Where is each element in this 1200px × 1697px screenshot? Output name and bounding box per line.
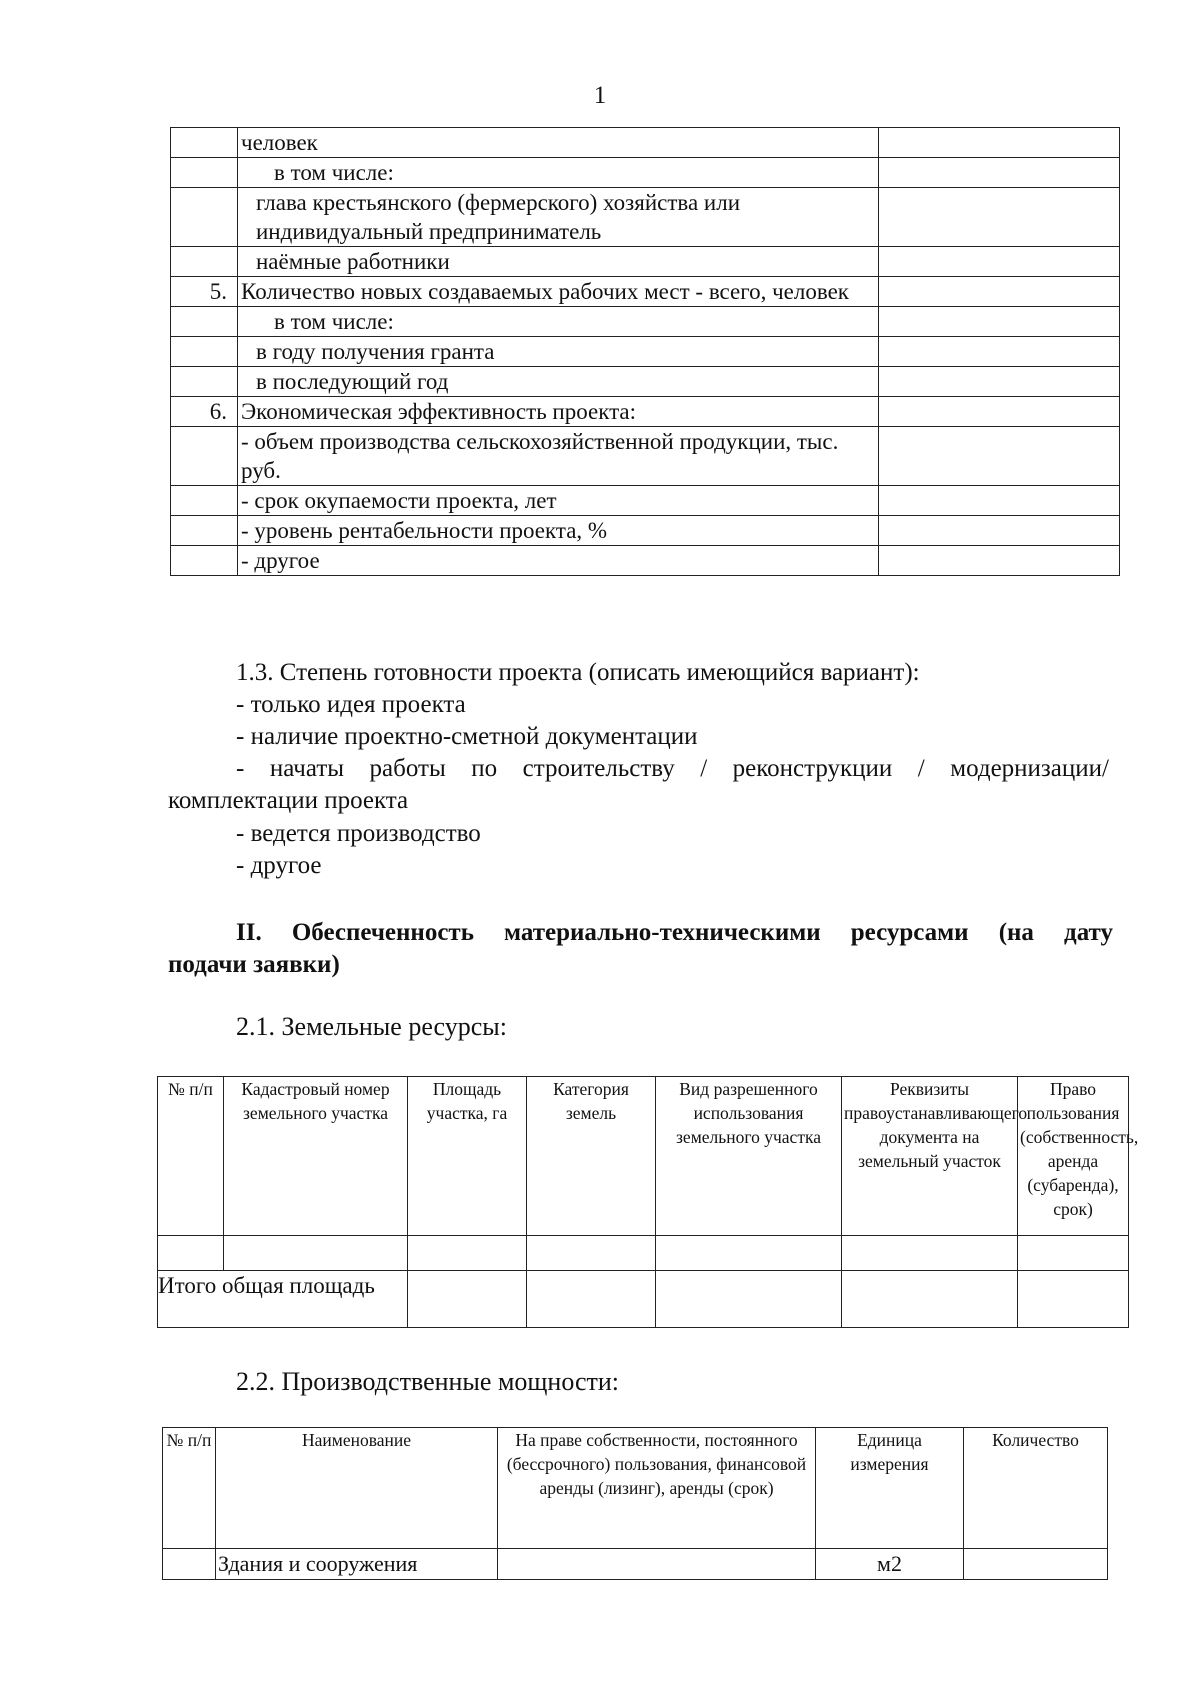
column-header: Наименование	[216, 1428, 498, 1549]
table-row	[171, 516, 1120, 546]
row-value-cell[interactable]	[879, 188, 1120, 247]
empty-cell[interactable]	[224, 1236, 408, 1271]
land-resources-table	[157, 1076, 1139, 1328]
empty-cell[interactable]	[656, 1271, 842, 1328]
row-text: глава крестьянского (фермерского) хозяйства или индивидуальный предприниматель	[238, 188, 879, 247]
table-row	[171, 247, 1120, 277]
page-number: 1	[593, 82, 607, 109]
table-row	[171, 337, 1120, 367]
column-header: На праве собственности, постоянного (бессрочного) пользования, финансовой аренды (лизинг), аренды (срок)	[498, 1428, 816, 1549]
empty-cell[interactable]	[842, 1271, 1018, 1328]
row-value-cell[interactable]	[879, 307, 1120, 337]
row-value-cell[interactable]	[879, 486, 1120, 516]
table-row	[171, 188, 1120, 247]
section-1-3-title: 1.3. Степень готовности проекта (описать имеющийся вариант):	[236, 659, 920, 686]
row-number: 5.	[171, 277, 238, 307]
table-row	[171, 307, 1120, 337]
column-header: № п/п	[158, 1077, 224, 1236]
total-row	[158, 1271, 1129, 1328]
readiness-option: - другое	[236, 852, 322, 879]
table-row	[171, 546, 1120, 576]
column-header: Площадь участка, га	[408, 1077, 527, 1236]
readiness-option: - начаты работы по строительству / реконструкции / модернизации/	[236, 755, 1109, 782]
row-value-cell[interactable]	[879, 397, 1120, 427]
table-row	[171, 486, 1120, 516]
table-row	[171, 128, 1120, 158]
readiness-option-continuation: комплектации проекта	[168, 787, 409, 814]
total-area-label: Итого общая площадь	[158, 1271, 408, 1328]
column-header: № п/п	[163, 1428, 216, 1549]
row-number	[171, 427, 238, 486]
column-header: Право пользования (собственность, аренда (субаренда), срок)	[1018, 1077, 1129, 1236]
row-value-cell[interactable]	[879, 247, 1120, 277]
table-header-row	[163, 1428, 1108, 1549]
row-text: в том числе:	[238, 158, 879, 188]
row-text: наёмные работники	[238, 247, 879, 277]
empty-cell[interactable]	[964, 1549, 1108, 1580]
table-row	[158, 1236, 1129, 1271]
table-row	[171, 427, 1120, 486]
row-text: в последующий год	[238, 367, 879, 397]
column-header: Категория земель	[527, 1077, 656, 1236]
column-header: Количество	[964, 1428, 1108, 1549]
row-number	[171, 307, 238, 337]
table-row	[171, 277, 1120, 307]
row-text: Экономическая эффективность проекта:	[238, 397, 879, 427]
row-number	[171, 128, 238, 158]
section-2-2-title: 2.2. Производственные мощности:	[236, 1367, 620, 1396]
row-number	[171, 188, 238, 247]
empty-cell[interactable]	[527, 1271, 656, 1328]
column-header: Вид разрешенного использования земельного участка	[656, 1077, 842, 1236]
empty-cell[interactable]	[842, 1236, 1018, 1271]
empty-cell[interactable]	[1018, 1236, 1129, 1271]
section-2-heading-line2: подачи заявки)	[168, 951, 340, 978]
unit-of-measure: м2	[816, 1549, 964, 1580]
section-2-heading-line1: II. Обеспеченность материально-техническими ресурсами (на дату	[236, 919, 1113, 946]
column-header: Кадастровый номер земельного участка	[224, 1077, 408, 1236]
row-number	[171, 486, 238, 516]
column-header: Реквизиты правоустанавливающего документа на земельный участок	[842, 1077, 1018, 1236]
table-header-row	[158, 1077, 1129, 1236]
row-value-cell[interactable]	[879, 427, 1120, 486]
row-value-cell[interactable]	[879, 128, 1120, 158]
row-text: - уровень рентабельности проекта, %	[238, 516, 879, 546]
row-number	[171, 367, 238, 397]
project-indicators-table	[170, 127, 1120, 576]
empty-cell[interactable]	[498, 1549, 816, 1580]
row-number	[171, 337, 238, 367]
row-number	[171, 516, 238, 546]
empty-cell[interactable]	[163, 1549, 216, 1580]
readiness-option: - только идея проекта	[236, 691, 466, 718]
empty-cell[interactable]	[1018, 1271, 1129, 1328]
empty-cell[interactable]	[656, 1236, 842, 1271]
row-number	[171, 546, 238, 576]
row-text: в том числе:	[238, 307, 879, 337]
table-row	[171, 158, 1120, 188]
row-text: - срок окупаемости проекта, лет	[238, 486, 879, 516]
row-value-cell[interactable]	[879, 546, 1120, 576]
column-header: Единица измерения	[816, 1428, 964, 1549]
readiness-option: - ведется производство	[236, 820, 481, 847]
empty-cell[interactable]	[408, 1236, 527, 1271]
row-value-cell[interactable]	[879, 516, 1120, 546]
production-capacity-table	[162, 1427, 1108, 1580]
row-text: человек	[238, 128, 879, 158]
row-text: - другое	[238, 546, 879, 576]
section-2-heading	[168, 917, 1113, 981]
row-text: Количество новых создаваемых рабочих мест - всего, человек	[238, 277, 879, 307]
empty-cell[interactable]	[158, 1236, 224, 1271]
row-value-cell[interactable]	[879, 158, 1120, 188]
table-row	[163, 1549, 1108, 1580]
row-text: в году получения гранта	[238, 337, 879, 367]
table-row	[171, 397, 1120, 427]
row-number	[171, 247, 238, 277]
readiness-option: - наличие проектно-сметной документации	[236, 723, 698, 750]
row-value-cell[interactable]	[879, 367, 1120, 397]
row-text: - объем производства сельскохозяйственной продукции, тыс. руб.	[238, 427, 879, 486]
row-number	[171, 158, 238, 188]
row-value-cell[interactable]	[879, 337, 1120, 367]
section-2-1-title: 2.1. Земельные ресурсы:	[236, 1012, 507, 1041]
empty-cell[interactable]	[408, 1271, 527, 1328]
row-value-cell[interactable]	[879, 277, 1120, 307]
empty-cell[interactable]	[527, 1236, 656, 1271]
asset-name: Здания и сооружения	[216, 1549, 498, 1580]
row-number: 6.	[171, 397, 238, 427]
table-row	[171, 367, 1120, 397]
